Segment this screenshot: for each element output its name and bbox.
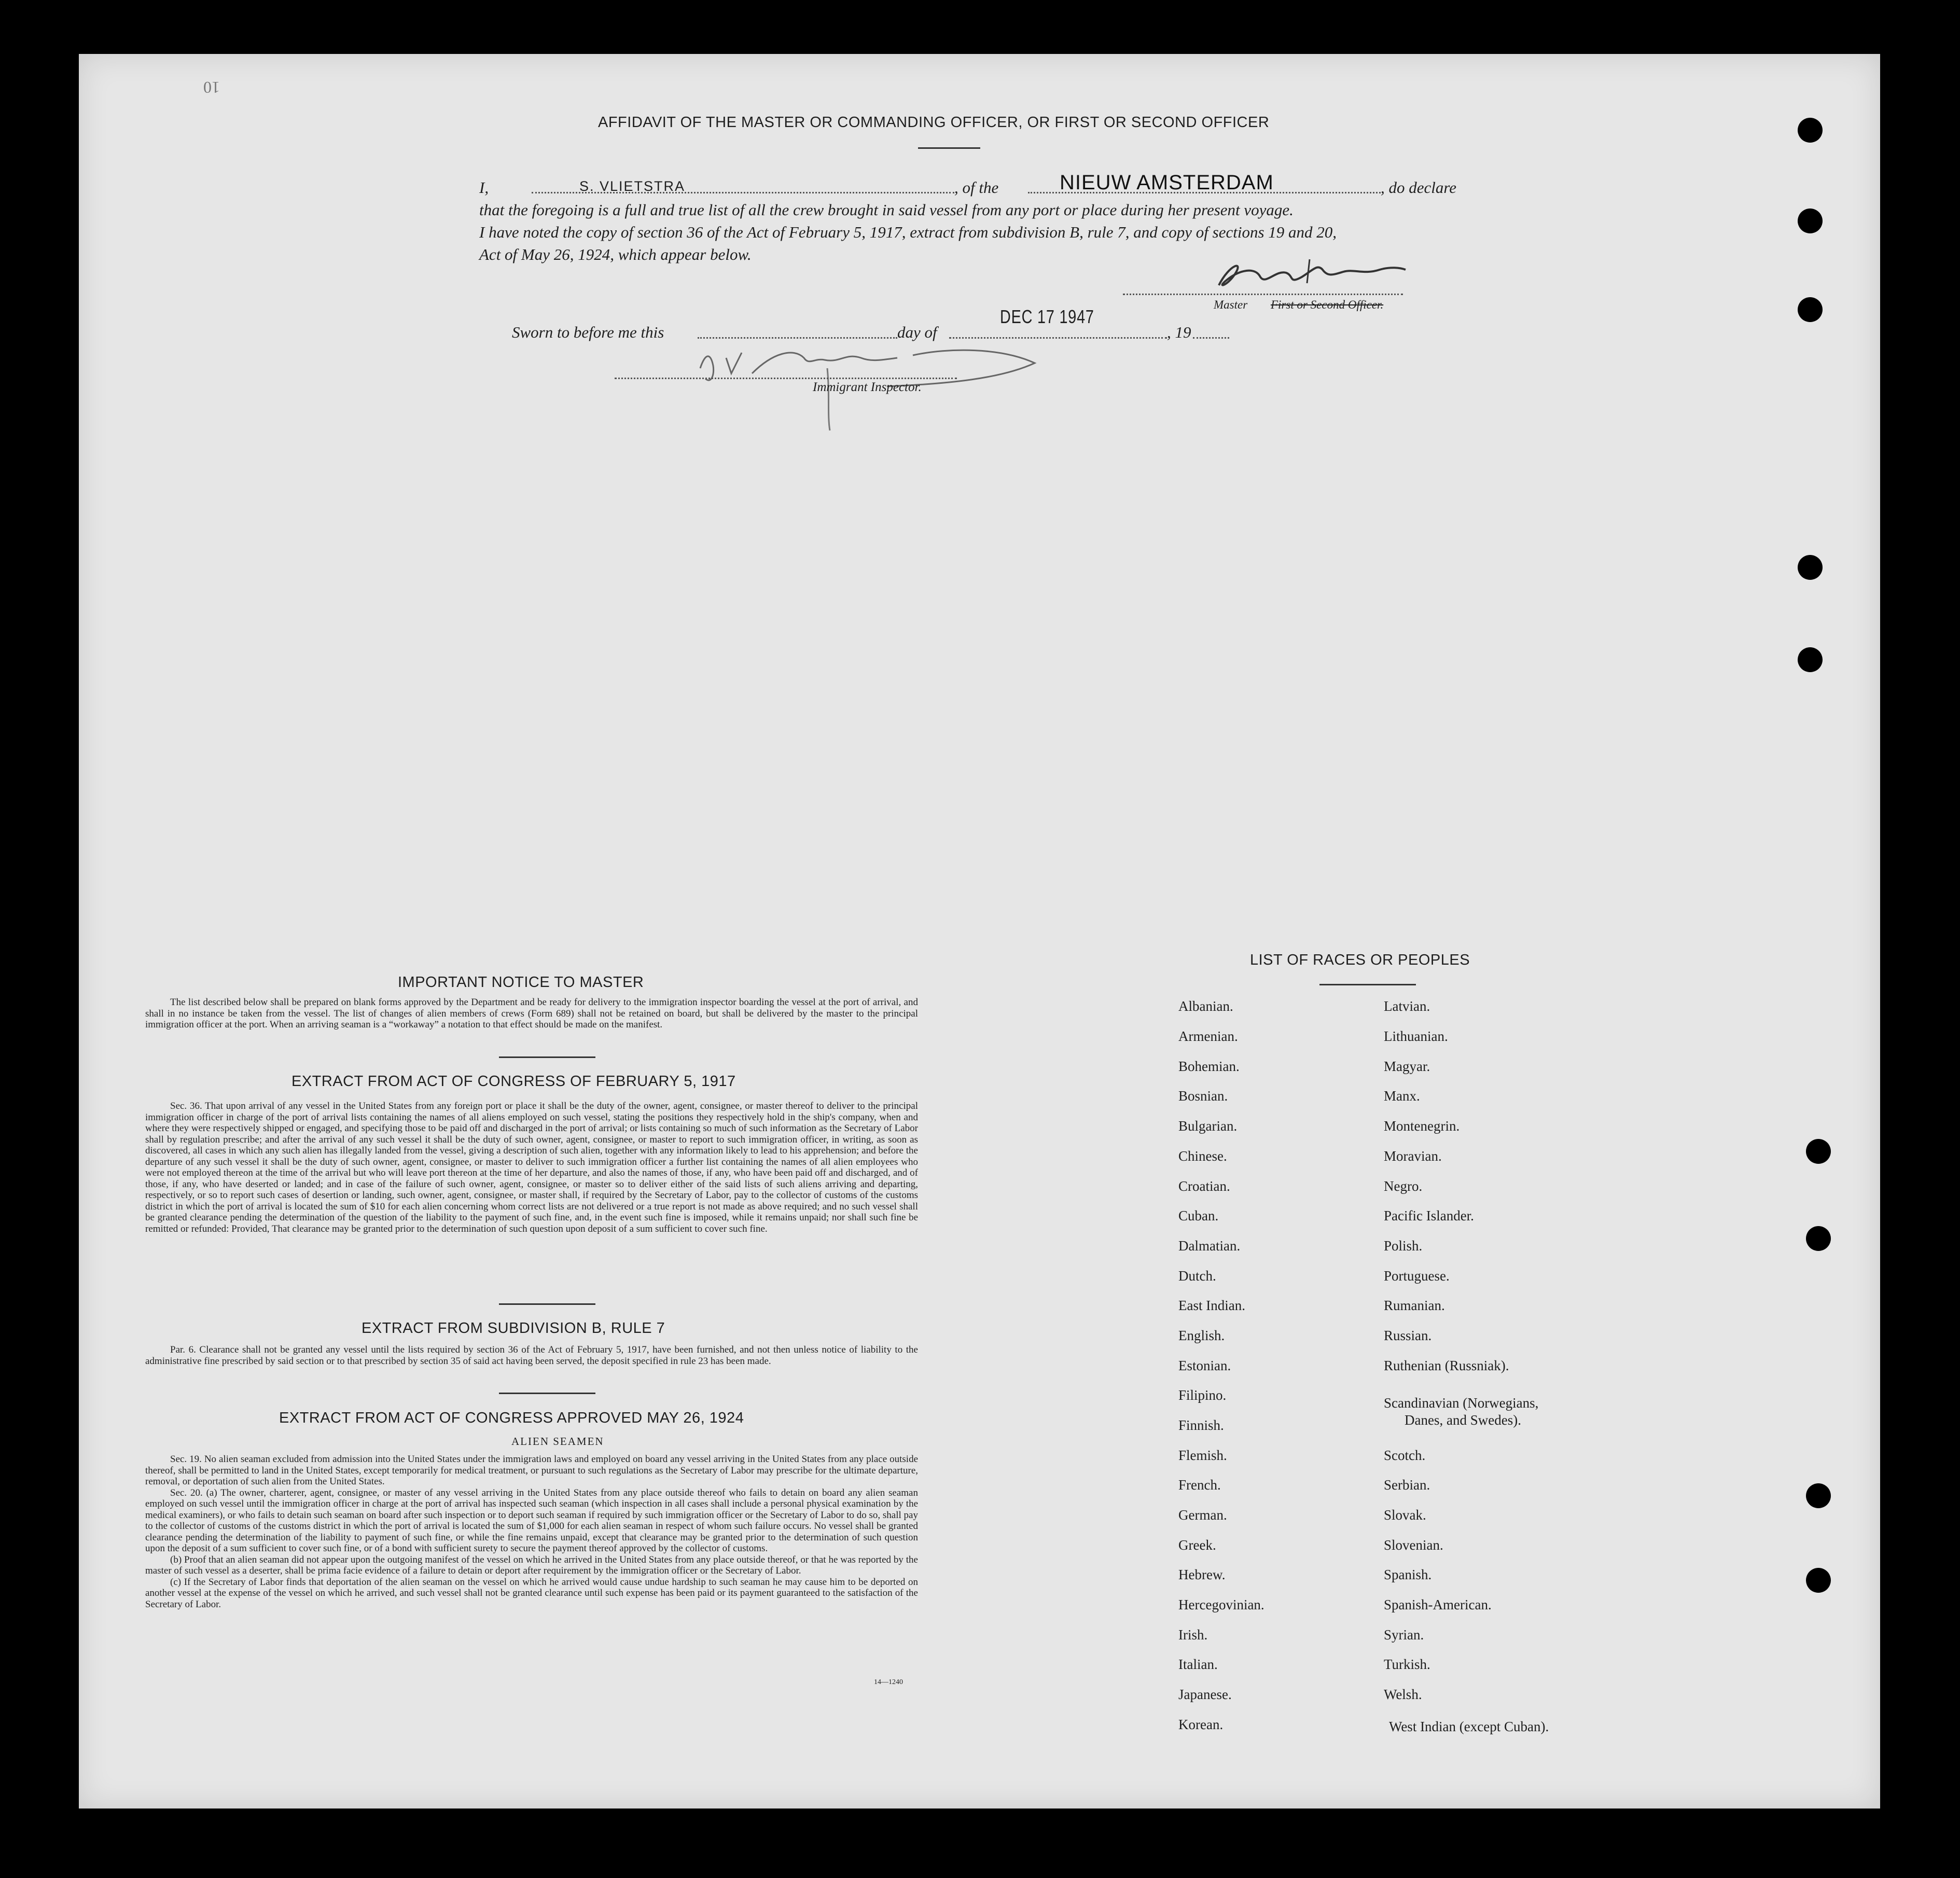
affidavit-line3: I have noted the copy of section 36 of the Act of February 5, 1917, extract from subdivision B, rule 7, and copy of sections 19 and 20, (479, 223, 1337, 241)
sworn-year-prefix: , 19 (1167, 323, 1191, 341)
race-item: Greek. (1178, 1537, 1216, 1553)
sec-20c-text: (c) If the Secretary of Labor finds that deportation of the alien seaman on the vessel on which he arrived would cause undue hardship to such seaman he may cause him to be deported on another vessel at the expense of the vessel on which he arrived, and such vessel shall not be granted clearance until such expense has been paid or its payment guaranteed to the satisfaction of the Secretary of Labor. (145, 1576, 918, 1610)
sworn-prefix: Sworn to before me this (512, 323, 664, 341)
form-number: 14—1240 (874, 1678, 903, 1686)
punch-hole (1806, 1483, 1831, 1508)
divider (918, 147, 980, 149)
extract-1924-title: EXTRACT FROM ACT OF CONGRESS APPROVED MAY 26, 1924 (279, 1410, 744, 1426)
race-item: Lithuanian. (1384, 1028, 1448, 1044)
affidavit-line1-mid: , of the (954, 178, 999, 197)
race-item: Finnish. (1178, 1417, 1224, 1433)
race-item: Bulgarian. (1178, 1118, 1238, 1134)
race-item: Scandinavian (Norwegians, (1384, 1395, 1539, 1411)
race-item: Negro. (1384, 1178, 1423, 1194)
race-item: Serbian. (1384, 1477, 1430, 1493)
divider (499, 1303, 595, 1305)
extract-rule7-title: EXTRACT FROM SUBDIVISION B, RULE 7 (362, 1320, 665, 1337)
race-item: Slovenian. (1384, 1537, 1443, 1553)
race-item: Flemish. (1178, 1448, 1227, 1463)
affidavit-line4: Act of May 26, 1924, which appear below. (479, 245, 752, 263)
divider (1319, 984, 1416, 985)
master-signature-line (1123, 294, 1403, 295)
race-item: West Indian (except Cuban). (1389, 1719, 1549, 1734)
officer-caption-struck: First or Second Officer. (1271, 298, 1384, 311)
affidavit-title: AFFIDAVIT OF THE MASTER OR COMMANDING OFFICER, OR FIRST OR SECOND OFFICER (598, 114, 1270, 131)
punch-hole (1806, 1139, 1831, 1164)
race-item: Spanish-American. (1384, 1597, 1492, 1612)
race-item: Chinese. (1178, 1148, 1227, 1164)
extract-1917-title: EXTRACT FROM ACT OF CONGRESS OF FEBRUARY 5, 1917 (291, 1073, 736, 1090)
race-item: Dalmatian. (1178, 1238, 1241, 1254)
race-item: Scotch. (1384, 1448, 1426, 1463)
race-item: Korean. (1178, 1717, 1224, 1732)
race-item: Bosnian. (1178, 1088, 1228, 1104)
notice-title: IMPORTANT NOTICE TO MASTER (398, 974, 644, 991)
master-signature (1198, 254, 1416, 296)
race-item: Rumanian. (1384, 1298, 1445, 1313)
race-item: Portuguese. (1384, 1268, 1450, 1284)
race-item: Bohemian. (1178, 1059, 1240, 1074)
inspector-caption: Immigrant Inspector. (813, 380, 922, 394)
affidavit-line1-suffix: , do declare (1381, 178, 1457, 197)
race-item: Montenegrin. (1384, 1118, 1460, 1134)
race-item: Danes, and Swedes). (1405, 1412, 1521, 1428)
race-item: Russian. (1384, 1328, 1432, 1343)
race-item: Spanish. (1384, 1567, 1432, 1582)
sec-19-text: Sec. 19. No alien seaman excluded from admission into the United States under the immigration laws and employed on board any vessel arriving in the United States from any place outside thereof, shall be permitted to land in the United States, except temporarily for medical treatment, or pursuant to such regulations as the Secretary of Labor may prescribe for the ultimate departure, removal, or deportation of such alien from the United States. (145, 1454, 918, 1487)
punch-hole (1798, 555, 1823, 580)
sec-20b-text: (b) Proof that an alien seaman did not appear upon the outgoing manifest of the vessel on which he arrived in the United States from any place outside thereof, or that he was reported by the master of such vessel as a deserter, shall be prima facie evidence of a failure to detain or deport after requirement by the immigration officer or the Secretary of Labor. (145, 1554, 918, 1576)
race-item: Croatian. (1178, 1178, 1230, 1194)
extract-1917-text: Sec. 36. That upon arrival of any vessel in the United States from any foreign port or place it shall be the duty of the owner, agent, consignee, or master thereof to deliver to the principal immigration officer in charge of the port of arrival lists containing the names of all aliens employed on such vessel, stating the positions they respectively hold in the ship's company, when and where they were respectively shipped or engaged, and specifying those to be paid off and discharged in the port of arrival; or lists containing so much of such information as the Secretary of Labor shall by regulation prescribe; and after the arrival of any such vessel it shall be the duty of such owner, agent, consignee, or master to report to such immigration officer, in writing, as soon as discovered, all cases in which any such alien has illegally landed from the vessel, giving a description of such alien, together with any information likely to lead to his apprehension; and before the departure of any such vessel it shall be the duty of such owner, agent, consignee, or master to deliver to such immigration officer a further list containing the names of all alien employees who were not employed thereon at the time of the arrival but who will leave port thereon at the time of her departure, and also the names of those, if any, who have been paid off and discharged, and of those, if any, who have deserted or landed; and in case of the failure of such owner, agent, consignee, or master so to deliver either of the said lists of such aliens arriving and departing, respectively, or so to report such cases of desertion or landing, such owner, agent, consignee, or master shall, if required by the Secretary of Labor, pay to the collector of customs of the customs district in which the port of arrival is located the sum of $10 for each alien concerning whom correct lists are not delivered or a true report is not made as above required; and no such vessel shall be granted clearance pending the determination of the question of the liability to the payment of such fine, and, in the event such fine is imposed, while it remains unpaid; nor shall such fine be remitted or refunded: Provided, That clearance may be granted prior to the determination of such question upon deposit of a sum sufficient to cover such fine. (145, 1101, 918, 1234)
vessel-name: NIEUW AMSTERDAM (1060, 171, 1274, 194)
sworn-year-blank (1193, 337, 1229, 339)
punch-hole (1806, 1226, 1831, 1251)
master-caption: Master (1214, 298, 1248, 311)
race-item: Hebrew. (1178, 1567, 1226, 1582)
race-item: Slovak. (1384, 1507, 1426, 1523)
race-item: Dutch. (1178, 1268, 1216, 1284)
punch-hole (1798, 297, 1823, 322)
race-item: German. (1178, 1507, 1227, 1523)
race-item: East Indian. (1178, 1298, 1245, 1313)
race-item: French. (1178, 1477, 1221, 1493)
punch-hole (1798, 208, 1823, 233)
race-item: Albanian. (1178, 998, 1233, 1014)
sworn-date-stamp: DEC 17 1947 (1000, 306, 1094, 327)
race-item: Turkish. (1384, 1657, 1430, 1672)
alien-seamen-subtitle: ALIEN SEAMEN (511, 1435, 604, 1448)
extract-1924-body (145, 1454, 918, 1610)
race-item: Cuban. (1178, 1208, 1219, 1223)
race-item: Manx. (1384, 1088, 1420, 1104)
race-item: Welsh. (1384, 1687, 1422, 1702)
race-item: Moravian. (1384, 1148, 1442, 1164)
punch-hole (1798, 118, 1823, 143)
race-item: Irish. (1178, 1627, 1208, 1643)
punch-hole (1798, 647, 1823, 672)
sec-20a-text: Sec. 20. (a) The owner, charterer, agent, consignee, or master of any vessel arriving in the United States from any place outside thereof who fails to detain on board any alien seaman employed on such vessel until the immigration officer in charge at the port of arrival has inspected such seaman (which inspection in all cases shall include a personal physical examination by the medical examiners), or who fails to detain such seaman on board after such inspection or to deport such seaman if required by such immigration officer or the Secretary of Labor to do so, shall pay to the collector of customs of the customs district in which the port of arrival is located the sum of $1,000 for each alien seaman in respect of whom such failure occurs. No vessel shall be granted clearance pending the determination of the liability to payment of such fine, or while the fine remains unpaid, except that clearance may be granted prior to the determination of such question upon the deposit of a sum sufficient to cover such fine, or of a bond with sufficient surety to secure the payment thereof approved by the collector of customs. (145, 1487, 918, 1554)
race-item: Filipino. (1178, 1387, 1227, 1403)
race-item: English. (1178, 1328, 1225, 1343)
race-item: Italian. (1178, 1657, 1218, 1672)
master-name: S. VLIETSTRA (579, 178, 686, 194)
extract-rule7-text: Par. 6. Clearance shall not be granted any vessel until the lists required by section 36 of the Act of February 5, 1917, have been furnished, and not then unless notice of liability to the administrative fine prescribed by said section or to that prescribed by section 35 of said act having been served, the deposit specified in rule 23 has been made. (145, 1344, 918, 1367)
notice-text: The list described below shall be prepared on blank forms approved by the Department and be ready for delivery to the immigration inspector boarding the vessel at the port of arrival, and shall in no instance be taken from the vessel. The list of changes of alien members of crews (Form 689) shall not be retained on board, but shall be delivered by the master to the principal immigration officer at the port. When an arriving seaman is a “workaway” a notation to that effect should be made on the manifest. (145, 997, 918, 1030)
race-item: Japanese. (1178, 1687, 1232, 1702)
inspector-signature-line (615, 378, 957, 379)
punch-hole (1806, 1568, 1831, 1593)
race-item: Syrian. (1384, 1627, 1424, 1643)
race-item: Hercegovinian. (1178, 1597, 1264, 1612)
race-item: Estonian. (1178, 1358, 1231, 1373)
affidavit-line2: that the foregoing is a full and true list of all the crew brought in said vessel from any port or place during her present voyage. (479, 201, 1294, 219)
divider (499, 1393, 595, 1394)
corner-number: 10 (203, 78, 220, 97)
affidavit-line1-prefix: I, (479, 178, 489, 197)
races-title: LIST OF RACES OR PEOPLES (1250, 952, 1470, 968)
race-item: Magyar. (1384, 1059, 1430, 1074)
race-item: Pacific Islander. (1384, 1208, 1474, 1223)
divider (499, 1056, 595, 1058)
race-item: Ruthenian (Russniak). (1384, 1358, 1509, 1373)
race-item: Armenian. (1178, 1028, 1238, 1044)
race-item: Latvian. (1384, 998, 1430, 1014)
sworn-day-of: day of (897, 323, 937, 341)
race-item: Polish. (1384, 1238, 1423, 1254)
